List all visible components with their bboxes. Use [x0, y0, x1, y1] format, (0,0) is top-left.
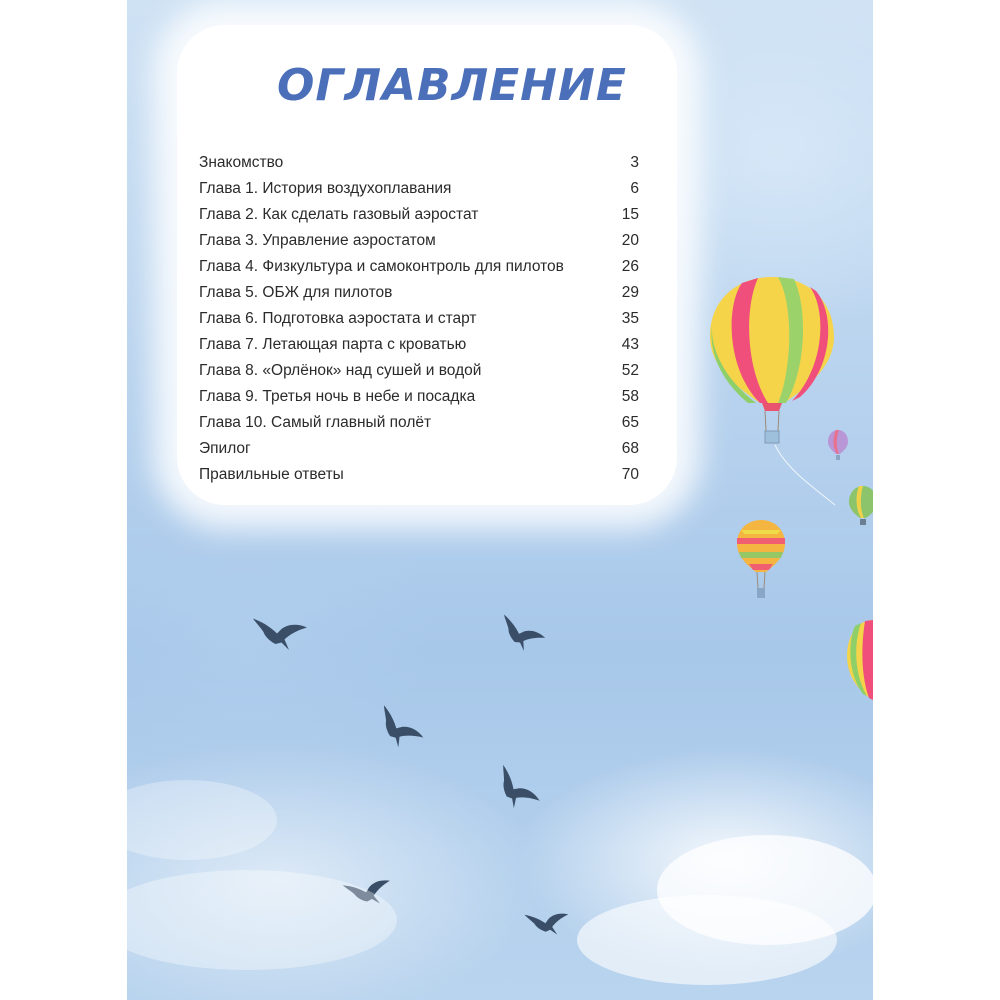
- toc-entry-page: 43: [621, 336, 639, 353]
- page-title: ОГЛАВЛЕНИЕ: [277, 60, 627, 111]
- toc-entry-page: 70: [621, 466, 639, 483]
- toc-entry-label: Правильные ответы: [199, 466, 344, 483]
- toc-entry-label: Глава 8. «Орлёнок» над сушей и водой: [199, 362, 482, 379]
- toc-entry-label: Глава 7. Летающая парта с кроватью: [199, 336, 467, 353]
- toc-entry-page: 68: [621, 440, 639, 457]
- hot-air-balloon-medium: [737, 520, 785, 598]
- toc-entry-page: 26: [621, 258, 639, 275]
- cloud-puffs: [127, 780, 873, 985]
- balloon-tether-line: [775, 445, 835, 505]
- bird-silhouette-icon: [495, 615, 548, 657]
- book-page: [127, 0, 873, 1000]
- toc-entry-page: 15: [621, 206, 639, 223]
- bird-silhouette-icon: [524, 907, 571, 939]
- toc-entry-page: 6: [630, 180, 639, 197]
- toc-entry-label: Глава 10. Самый главный полёт: [199, 414, 432, 431]
- toc-entry-page: 52: [621, 362, 639, 379]
- sky-illustration: [127, 0, 873, 1000]
- hot-air-balloon-small-purple: [828, 430, 848, 460]
- bird-silhouette-icon: [253, 619, 307, 651]
- toc-entry-page: 65: [621, 414, 639, 431]
- toc-entry-label: Глава 6. Подготовка аэростата и старт: [199, 310, 477, 327]
- hot-air-balloon-cut-edge: [847, 620, 873, 700]
- hot-air-balloon-large: [710, 277, 834, 443]
- toc-entry-page: 3: [630, 154, 639, 171]
- bird-silhouette-icon: [369, 705, 427, 756]
- toc-entry-page: 29: [621, 284, 639, 301]
- toc-entry-page: 58: [621, 388, 639, 405]
- toc-entry-label: Глава 1. История воздухоплавания: [199, 180, 452, 197]
- toc-entry-label: Глава 4. Физкультура и самоконтроль для пилотов: [199, 258, 564, 275]
- toc-entry-label: Глава 9. Третья ночь в небе и посадка: [199, 388, 476, 405]
- toc-entry-label: Глава 3. Управление аэростатом: [199, 232, 436, 249]
- bird-silhouette-icon: [486, 765, 544, 818]
- toc-entry-label: Глава 2. Как сделать газовый аэростат: [199, 206, 479, 223]
- hot-air-balloon-small-green: [849, 486, 873, 525]
- toc-entry-page: 35: [621, 310, 639, 327]
- toc-entry-label: Знакомство: [199, 154, 284, 171]
- toc-entry-page: 20: [621, 232, 639, 249]
- toc-entry-label: Глава 5. ОБЖ для пилотов: [199, 284, 393, 301]
- toc-entry-label: Эпилог: [199, 440, 251, 457]
